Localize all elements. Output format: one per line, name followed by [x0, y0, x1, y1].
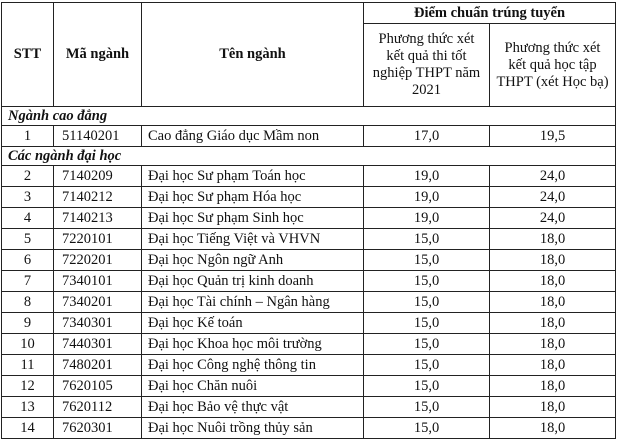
cell-stt: 12 [2, 376, 54, 397]
cell-ma-nganh: 7340101 [54, 271, 142, 292]
table-row [2, 166, 616, 187]
cell-ten-nganh: Đại học Chăn nuôi [142, 376, 364, 397]
table-row [2, 250, 616, 271]
cell-ma-nganh: 7140212 [54, 187, 142, 208]
cell-diem-thpt: 15,0 [364, 271, 490, 292]
cell-stt: 10 [2, 334, 54, 355]
cell-stt: 2 [2, 166, 54, 187]
cell-diem-thpt: 15,0 [364, 250, 490, 271]
cell-ten-nganh: Đại học Bảo vệ thực vật [142, 397, 364, 418]
table-row [2, 376, 616, 397]
cell-ma-nganh: 7620112 [54, 397, 142, 418]
table-row [2, 334, 616, 355]
cell-diem-thpt: 15,0 [364, 376, 490, 397]
cell-stt: 1 [2, 126, 54, 147]
cell-diem-hocba: 18,0 [490, 271, 616, 292]
cell-stt: 4 [2, 208, 54, 229]
cell-ten-nganh: Đại học Sư phạm Hóa học [142, 187, 364, 208]
section-row [2, 107, 616, 126]
admission-scores-table [1, 2, 616, 439]
cell-diem-thpt: 15,0 [364, 418, 490, 439]
table-row [2, 126, 616, 147]
cell-ten-nganh: Đại học Tiếng Việt và VHVN [142, 229, 364, 250]
cell-stt: 9 [2, 313, 54, 334]
table-row [2, 418, 616, 439]
cell-ten-nganh: Cao đẳng Giáo dục Mầm non [142, 126, 364, 147]
cell-ma-nganh: 7620105 [54, 376, 142, 397]
table-row [2, 271, 616, 292]
header-stt: STT [2, 3, 54, 107]
cell-stt: 6 [2, 250, 54, 271]
table-row [2, 397, 616, 418]
cell-diem-hocba: 18,0 [490, 418, 616, 439]
cell-ten-nganh: Đại học Quản trị kinh doanh [142, 271, 364, 292]
section-title: Các ngành đại học [2, 147, 616, 166]
cell-diem-hocba: 24,0 [490, 166, 616, 187]
cell-diem-hocba: 18,0 [490, 334, 616, 355]
cell-ma-nganh: 7340201 [54, 292, 142, 313]
cell-diem-hocba: 18,0 [490, 355, 616, 376]
cell-diem-thpt: 19,0 [364, 208, 490, 229]
cell-diem-thpt: 15,0 [364, 229, 490, 250]
cell-ma-nganh: 7620301 [54, 418, 142, 439]
cell-stt: 8 [2, 292, 54, 313]
cell-ma-nganh: 7480201 [54, 355, 142, 376]
cell-ma-nganh: 51140201 [54, 126, 142, 147]
cell-ten-nganh: Đại học Kế toán [142, 313, 364, 334]
cell-ma-nganh: 7340301 [54, 313, 142, 334]
cell-diem-thpt: 15,0 [364, 397, 490, 418]
cell-stt: 7 [2, 271, 54, 292]
cell-diem-thpt: 19,0 [364, 187, 490, 208]
cell-stt: 13 [2, 397, 54, 418]
cell-diem-thpt: 15,0 [364, 292, 490, 313]
table-body [2, 107, 616, 439]
cell-ma-nganh: 7140209 [54, 166, 142, 187]
cell-ma-nganh: 7140213 [54, 208, 142, 229]
cell-ma-nganh: 7220201 [54, 250, 142, 271]
cell-diem-hocba: 19,5 [490, 126, 616, 147]
table-row [2, 313, 616, 334]
cell-diem-hocba: 18,0 [490, 292, 616, 313]
cell-ten-nganh: Đại học Ngôn ngữ Anh [142, 250, 364, 271]
table-row [2, 187, 616, 208]
cell-diem-hocba: 24,0 [490, 208, 616, 229]
cell-diem-thpt: 15,0 [364, 334, 490, 355]
cell-diem-thpt: 17,0 [364, 126, 490, 147]
header-ten-nganh: Tên ngành [142, 3, 364, 107]
table-row [2, 229, 616, 250]
cell-diem-hocba: 24,0 [490, 187, 616, 208]
cell-ten-nganh: Đại học Công nghệ thông tin [142, 355, 364, 376]
cell-ma-nganh: 7220101 [54, 229, 142, 250]
cell-ten-nganh: Đại học Nuôi trồng thủy sản [142, 418, 364, 439]
cell-ten-nganh: Đại học Sư phạm Toán học [142, 166, 364, 187]
cell-stt: 3 [2, 187, 54, 208]
table-row [2, 292, 616, 313]
table-row [2, 355, 616, 376]
cell-ma-nganh: 7440301 [54, 334, 142, 355]
section-row [2, 147, 616, 166]
cell-diem-thpt: 15,0 [364, 355, 490, 376]
cell-ten-nganh: Đại học Tài chính – Ngân hàng [142, 292, 364, 313]
cell-diem-hocba: 18,0 [490, 376, 616, 397]
cell-diem-hocba: 18,0 [490, 250, 616, 271]
cell-diem-thpt: 19,0 [364, 166, 490, 187]
header-method-hocba: Phương thức xét kết quả học tập THPT (xét Học bạ) [490, 24, 616, 107]
cell-stt: 14 [2, 418, 54, 439]
cell-diem-hocba: 18,0 [490, 229, 616, 250]
cell-ten-nganh: Đại học Khoa học môi trường [142, 334, 364, 355]
cell-diem-hocba: 18,0 [490, 313, 616, 334]
header-ma-nganh: Mã ngành [54, 3, 142, 107]
cell-diem-thpt: 15,0 [364, 313, 490, 334]
cell-diem-hocba: 18,0 [490, 397, 616, 418]
cell-stt: 11 [2, 355, 54, 376]
header-method-thpt: Phương thức xét kết quả thi tốt nghiệp THPT năm 2021 [364, 24, 490, 107]
cell-stt: 5 [2, 229, 54, 250]
header-diem-chuan: Điểm chuẩn trúng tuyển [364, 3, 616, 24]
cell-ten-nganh: Đại học Sư phạm Sinh học [142, 208, 364, 229]
table-row [2, 208, 616, 229]
section-title: Ngành cao đẳng [2, 107, 616, 126]
